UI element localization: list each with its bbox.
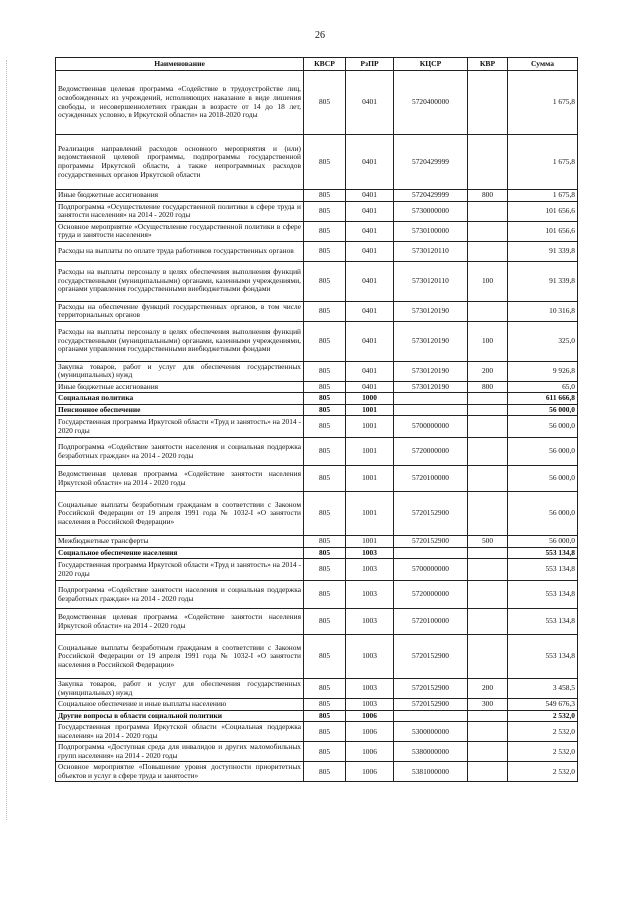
- cell-kcsr: 5700000000: [394, 559, 468, 581]
- cell-rzpr: 1003: [346, 679, 394, 699]
- cell-kvsr: 805: [304, 416, 346, 438]
- cell-sum: 56 000,0: [508, 438, 578, 466]
- cell-sum: 10 316,8: [508, 301, 578, 321]
- table-row: [56, 361, 578, 381]
- cell-name: Закупка товаров, работ и услуг для обеспечения государственных (муниципальных) нужд: [56, 361, 304, 381]
- table-row: [56, 321, 578, 361]
- table-row: [56, 762, 578, 782]
- cell-sum: 56 000,0: [508, 466, 578, 492]
- cell-kvsr: 805: [304, 710, 346, 722]
- cell-kvr: 200: [468, 361, 508, 381]
- cell-kcsr: 5730120190: [394, 321, 468, 361]
- cell-kvr: [468, 201, 508, 221]
- table-row: [56, 679, 578, 699]
- cell-sum: 549 676,3: [508, 699, 578, 711]
- header-kvsr: КВСР: [304, 58, 346, 71]
- cell-kcsr: [394, 547, 468, 559]
- cell-kvsr: 805: [304, 609, 346, 635]
- cell-kcsr: 5730120190: [394, 301, 468, 321]
- table-row: [56, 536, 578, 548]
- cell-name: Межбюджетные трансферты: [56, 536, 304, 548]
- cell-sum: 9 926,8: [508, 361, 578, 381]
- table-row: [56, 190, 578, 202]
- cell-kvsr: 805: [304, 241, 346, 261]
- cell-kvr: [468, 393, 508, 405]
- table-row: [56, 201, 578, 221]
- cell-kcsr: 5720000000: [394, 438, 468, 466]
- table-row: [56, 466, 578, 492]
- cell-name: Пенсионное обеспечение: [56, 404, 304, 416]
- cell-sum: 2 532,0: [508, 762, 578, 782]
- cell-kvsr: 805: [304, 301, 346, 321]
- cell-kvsr: 805: [304, 547, 346, 559]
- cell-kcsr: [394, 393, 468, 405]
- cell-kvsr: 805: [304, 393, 346, 405]
- table-row: [56, 492, 578, 536]
- cell-kcsr: 5720100000: [394, 466, 468, 492]
- cell-sum: 2 532,0: [508, 722, 578, 742]
- cell-rzpr: 1001: [346, 438, 394, 466]
- cell-kvr: [468, 221, 508, 241]
- cell-name: Подпрограмма «Осуществление государственной политики в сфере труда и занятости населения» на 2014 - 2020 годы: [56, 201, 304, 221]
- cell-kcsr: 5730120110: [394, 261, 468, 301]
- table-row: [56, 261, 578, 301]
- cell-rzpr: 0401: [346, 221, 394, 241]
- table-row: [56, 135, 578, 190]
- table-row: [56, 241, 578, 261]
- cell-kvr: [468, 722, 508, 742]
- cell-name: Реализация направлений расходов основного мероприятия и (или) ведомственной целевой программы, подпрограммы государственной программы Иркутской области, а также непрограммных расходов государственных органов Иркутской области: [56, 135, 304, 190]
- table-row: [56, 416, 578, 438]
- cell-kvsr: 805: [304, 381, 346, 393]
- table-row: [56, 635, 578, 679]
- cell-kvr: 100: [468, 321, 508, 361]
- cell-name: Подпрограмма «Содействие занятости населения и социальная поддержка безработных граждан» на 2014 - 2020 годы: [56, 581, 304, 609]
- cell-rzpr: 0401: [346, 71, 394, 135]
- table-row: [56, 71, 578, 135]
- header-sum: Сумма: [508, 58, 578, 71]
- cell-rzpr: 1006: [346, 742, 394, 762]
- table-row: [56, 609, 578, 635]
- cell-sum: 611 666,8: [508, 393, 578, 405]
- cell-sum: 101 656,6: [508, 221, 578, 241]
- cell-sum: 553 134,8: [508, 581, 578, 609]
- cell-name: Расходы на обеспечение функций государственных органов, в том числе территориальных органов: [56, 301, 304, 321]
- cell-kcsr: 5730000000: [394, 201, 468, 221]
- cell-kvr: 500: [468, 536, 508, 548]
- cell-kvr: [468, 635, 508, 679]
- table-row: [56, 699, 578, 711]
- header-rzpr: РзПР: [346, 58, 394, 71]
- cell-rzpr: 0401: [346, 301, 394, 321]
- cell-kvr: 800: [468, 381, 508, 393]
- cell-name: Ведомственная целевая программа «Содействие в трудоустройстве лиц, освобожденных из учреждений, исполняющих наказание в виде лишения свободы, и несовершеннолетних граждан в возрасте от 14 до 18 лет, осужденных условно, в Иркутской области» на 2018-2020 годы: [56, 71, 304, 135]
- page-number: 26: [315, 30, 325, 41]
- cell-rzpr: 0401: [346, 201, 394, 221]
- table-row: [56, 710, 578, 722]
- cell-kcsr: 5730120110: [394, 241, 468, 261]
- table-body: [56, 71, 578, 782]
- cell-kvr: [468, 241, 508, 261]
- cell-kvsr: 805: [304, 261, 346, 301]
- cell-kvr: [468, 71, 508, 135]
- table-header-row: [56, 58, 578, 71]
- cell-name: Ведомственная целевая программа «Содействие занятости населения Иркутской области» на 2014 - 2020 годы: [56, 609, 304, 635]
- cell-kvr: [468, 438, 508, 466]
- cell-rzpr: 1003: [346, 609, 394, 635]
- table-row: [56, 559, 578, 581]
- cell-kvr: [468, 301, 508, 321]
- cell-sum: 65,0: [508, 381, 578, 393]
- cell-sum: 2 532,0: [508, 742, 578, 762]
- cell-kvsr: 805: [304, 190, 346, 202]
- cell-rzpr: 1003: [346, 547, 394, 559]
- cell-rzpr: 1001: [346, 404, 394, 416]
- cell-kcsr: 5720000000: [394, 581, 468, 609]
- cell-sum: 101 656,6: [508, 201, 578, 221]
- cell-kvsr: 805: [304, 201, 346, 221]
- cell-kvsr: 805: [304, 762, 346, 782]
- cell-kvr: [468, 404, 508, 416]
- cell-kvsr: 805: [304, 361, 346, 381]
- cell-kvr: [468, 609, 508, 635]
- cell-kvsr: 805: [304, 221, 346, 241]
- cell-sum: 553 134,8: [508, 559, 578, 581]
- cell-rzpr: 0401: [346, 381, 394, 393]
- cell-name: Расходы на выплаты персоналу в целях обеспечения выполнения функций государственными (муниципальными) органами, казенными учреждениями, органами управления государственными внебюджетными фондами: [56, 261, 304, 301]
- table-row: [56, 301, 578, 321]
- cell-kcsr: 5720429999: [394, 135, 468, 190]
- cell-sum: 3 458,5: [508, 679, 578, 699]
- cell-sum: 2 532,0: [508, 710, 578, 722]
- cell-sum: 553 134,8: [508, 547, 578, 559]
- cell-kvr: 200: [468, 679, 508, 699]
- table-row: [56, 547, 578, 559]
- cell-name: Другие вопросы в области социальной политики: [56, 710, 304, 722]
- cell-kcsr: 5720152900: [394, 536, 468, 548]
- cell-sum: 91 339,8: [508, 261, 578, 301]
- cell-kvr: 300: [468, 699, 508, 711]
- cell-kcsr: [394, 404, 468, 416]
- cell-kvsr: 805: [304, 71, 346, 135]
- cell-name: Закупка товаров, работ и услуг для обеспечения государственных (муниципальных) нужд: [56, 679, 304, 699]
- cell-rzpr: 1006: [346, 762, 394, 782]
- cell-kcsr: 5720400000: [394, 71, 468, 135]
- cell-kvr: [468, 710, 508, 722]
- cell-kvsr: 805: [304, 492, 346, 536]
- cell-kvsr: 805: [304, 722, 346, 742]
- cell-kcsr: 5720152900: [394, 635, 468, 679]
- header-kcsr: КЦСР: [394, 58, 468, 71]
- cell-name: Расходы на выплаты по оплате труда работников государственных органов: [56, 241, 304, 261]
- cell-name: Основное мероприятие «Осуществление государственной политики в сфере труда и занятости населения»: [56, 221, 304, 241]
- cell-kcsr: 5720152900: [394, 492, 468, 536]
- cell-sum: 325,0: [508, 321, 578, 361]
- cell-kcsr: 5730120190: [394, 361, 468, 381]
- header-name: Наименование: [56, 58, 304, 71]
- cell-rzpr: 1003: [346, 635, 394, 679]
- budget-table: [55, 57, 578, 782]
- cell-kvr: 100: [468, 261, 508, 301]
- cell-name: Социальные выплаты безработным гражданам в соответствии с Законом Российской Федерации от 19 апреля 1991 года № 1032-I «О занятости населения в Российской Федерации»: [56, 492, 304, 536]
- cell-kcsr: 5720100000: [394, 609, 468, 635]
- cell-kcsr: 5720152900: [394, 679, 468, 699]
- cell-name: Социальное обеспечение и иные выплаты населению: [56, 699, 304, 711]
- cell-name: Государственная программа Иркутской области «Труд и занятость» на 2014 - 2020 годы: [56, 416, 304, 438]
- cell-rzpr: 1003: [346, 699, 394, 711]
- cell-kvr: [468, 492, 508, 536]
- cell-sum: 1 675,8: [508, 71, 578, 135]
- cell-rzpr: 1003: [346, 559, 394, 581]
- cell-kcsr: 5730120190: [394, 381, 468, 393]
- table-row: [56, 742, 578, 762]
- cell-rzpr: 1001: [346, 416, 394, 438]
- cell-kvr: 800: [468, 190, 508, 202]
- cell-kvsr: 805: [304, 404, 346, 416]
- table-row: [56, 581, 578, 609]
- cell-kvr: [468, 762, 508, 782]
- cell-kcsr: 5381000000: [394, 762, 468, 782]
- cell-rzpr: 1003: [346, 581, 394, 609]
- table-row: [56, 381, 578, 393]
- cell-kvsr: 805: [304, 536, 346, 548]
- cell-kvr: [468, 559, 508, 581]
- cell-sum: 1 675,8: [508, 135, 578, 190]
- cell-rzpr: 0401: [346, 261, 394, 301]
- cell-sum: 1 675,8: [508, 190, 578, 202]
- header-kvr: КВР: [468, 58, 508, 71]
- cell-sum: 553 134,8: [508, 609, 578, 635]
- cell-kvsr: 805: [304, 466, 346, 492]
- cell-rzpr: 1006: [346, 710, 394, 722]
- cell-kcsr: 5730100000: [394, 221, 468, 241]
- cell-name: Государственная программа Иркутской области «Социальная поддержка населения» на 2014 - 2020 годы: [56, 722, 304, 742]
- cell-sum: 56 000,0: [508, 492, 578, 536]
- cell-name: Государственная программа Иркутской области «Труд и занятость» на 2014 - 2020 годы: [56, 559, 304, 581]
- cell-kvr: [468, 742, 508, 762]
- cell-kcsr: 5720152900: [394, 699, 468, 711]
- cell-name: Основное мероприятие «Повышение уровня доступности приоритетных объектов и услуг в сфере труда и занятости»: [56, 762, 304, 782]
- cell-kvr: [468, 135, 508, 190]
- cell-kvsr: 805: [304, 559, 346, 581]
- table-row: [56, 404, 578, 416]
- cell-kcsr: 5380000000: [394, 742, 468, 762]
- cell-kvsr: 805: [304, 699, 346, 711]
- cell-kvr: [468, 547, 508, 559]
- cell-rzpr: 1001: [346, 536, 394, 548]
- cell-rzpr: 1006: [346, 722, 394, 742]
- cell-rzpr: 0401: [346, 361, 394, 381]
- cell-kvsr: 805: [304, 135, 346, 190]
- cell-kvsr: 805: [304, 635, 346, 679]
- cell-kcsr: [394, 710, 468, 722]
- cell-kvsr: 805: [304, 679, 346, 699]
- cell-rzpr: 1001: [346, 492, 394, 536]
- cell-rzpr: 1000: [346, 393, 394, 405]
- cell-sum: 56 000,0: [508, 404, 578, 416]
- table-row: [56, 393, 578, 405]
- table-row: [56, 221, 578, 241]
- cell-kcsr: 5700000000: [394, 416, 468, 438]
- cell-kvr: [468, 416, 508, 438]
- cell-name: Иные бюджетные ассигнования: [56, 190, 304, 202]
- cell-kvsr: 805: [304, 438, 346, 466]
- cell-rzpr: 1001: [346, 466, 394, 492]
- cell-kvsr: 805: [304, 321, 346, 361]
- cell-name: Ведомственная целевая программа «Содействие занятости населения Иркутской области» на 2014 - 2020 годы: [56, 466, 304, 492]
- cell-rzpr: 0401: [346, 190, 394, 202]
- cell-rzpr: 0401: [346, 321, 394, 361]
- cell-sum: 56 000,0: [508, 416, 578, 438]
- cell-name: Подпрограмма «Содействие занятости населения и социальная поддержка безработных граждан» на 2014 - 2020 годы: [56, 438, 304, 466]
- cell-name: Подпрограмма «Доступная среда для инвалидов и других маломобильных групп населения» на 2014 - 2020 годы: [56, 742, 304, 762]
- cell-kvr: [468, 466, 508, 492]
- cell-sum: 56 000,0: [508, 536, 578, 548]
- scan-edge-line: [6, 60, 8, 820]
- cell-rzpr: 0401: [346, 241, 394, 261]
- table-row: [56, 722, 578, 742]
- cell-kcsr: 5720429999: [394, 190, 468, 202]
- cell-kvsr: 805: [304, 742, 346, 762]
- cell-sum: 91 339,8: [508, 241, 578, 261]
- cell-sum: 553 134,8: [508, 635, 578, 679]
- table-row: [56, 438, 578, 466]
- cell-kcsr: 5300000000: [394, 722, 468, 742]
- cell-name: Социальное обеспечение населения: [56, 547, 304, 559]
- cell-name: Социальная политика: [56, 393, 304, 405]
- cell-kvsr: 805: [304, 581, 346, 609]
- cell-name: Иные бюджетные ассигнования: [56, 381, 304, 393]
- cell-name: Расходы на выплаты персоналу в целях обеспечения выполнения функций государственными (муниципальными) органами, казенными учреждениями, органами управления государственными внебюджетными фондами: [56, 321, 304, 361]
- cell-kvr: [468, 581, 508, 609]
- cell-name: Социальные выплаты безработным гражданам в соответствии с Законом Российской Федерации от 19 апреля 1991 года № 1032-I «О занятости населения в Российской Федерации»: [56, 635, 304, 679]
- cell-rzpr: 0401: [346, 135, 394, 190]
